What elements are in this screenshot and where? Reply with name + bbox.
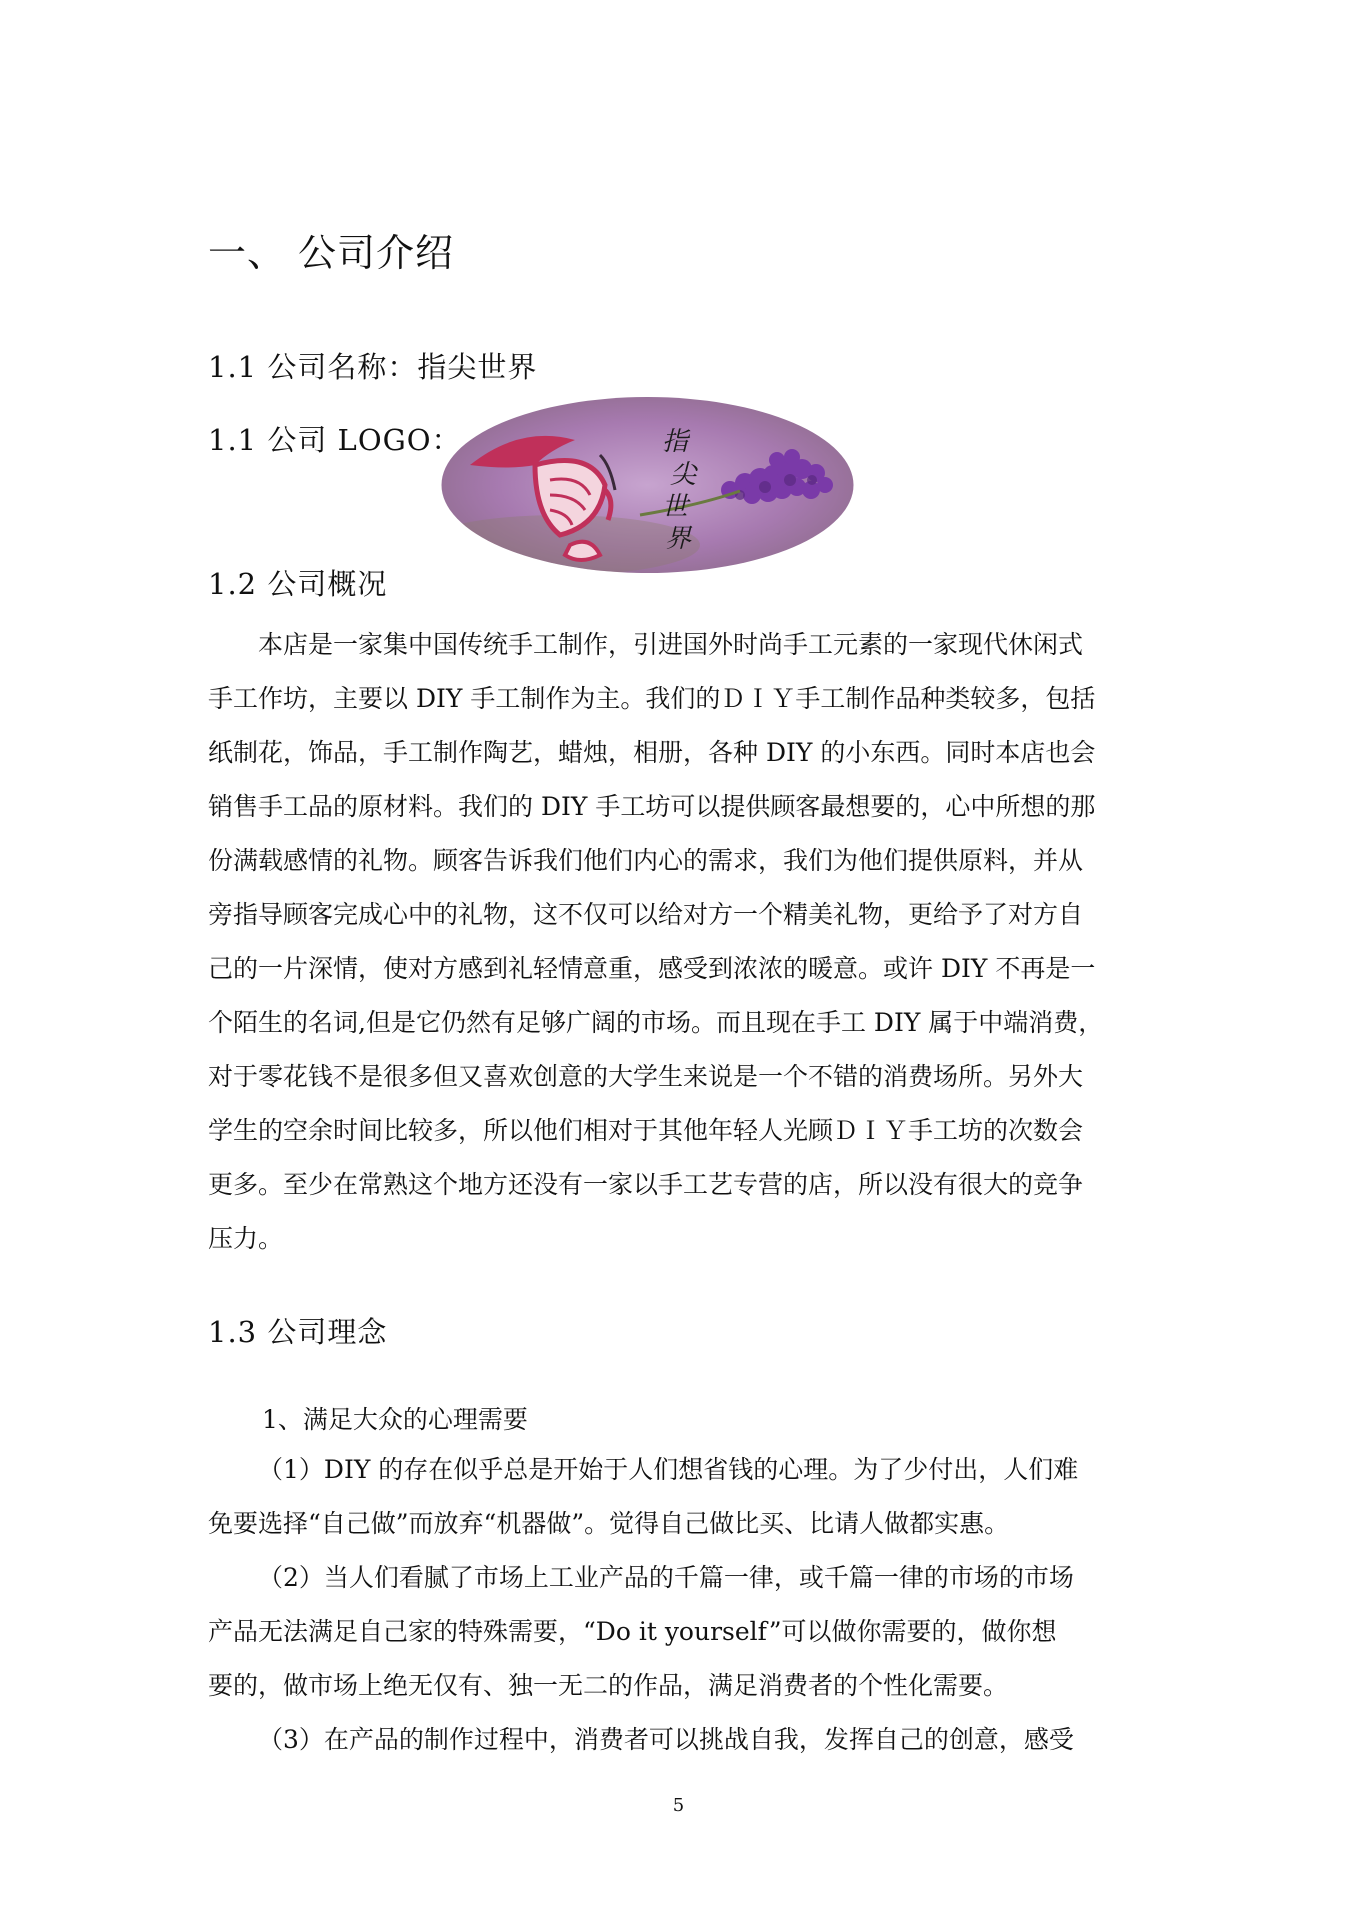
overview-line: 销售手工品的原材料。我们的 DIY 手工坊可以提供顾客最想要的，心中所想的那 <box>208 792 1096 821</box>
philosophy-paragraph <box>208 1443 1163 1767</box>
philosophy-item: 1、满足大众的心理需要 <box>262 1405 528 1434</box>
logo-char-3: 世 <box>662 492 689 522</box>
logo-char-2: 尖 <box>670 460 697 490</box>
section-title: 公司介绍 <box>298 231 455 275</box>
overview-line: 更多。至少在常熟这个地方还没有一家以手工艺专营的店，所以没有很大的竞争 <box>208 1170 1084 1199</box>
philosophy-line: （3）在产品的制作过程中，消费者可以挑战自我，发挥自己的创意，感受 <box>258 1725 1074 1754</box>
page-number: 5 <box>672 1795 685 1816</box>
philosophy-line: 要的，做市场上绝无仅有、独一无二的作品，满足消费者的个性化需要。 <box>208 1671 1009 1700</box>
overview-heading: 1.2 公司概况 <box>208 567 388 601</box>
company-logo <box>440 395 855 575</box>
philosophy-line: 产品无法满足自己家的特殊需要，“Do it yourself”可以做你需要的，做你想 <box>208 1617 1057 1646</box>
overview-line: 本店是一家集中国传统手工制作，引进国外时尚手工元素的一家现代休闲式 <box>258 630 1084 659</box>
logo-char-1: 指 <box>662 427 689 457</box>
overview-line: 手工作坊，主要以 DIY 手工制作为主。我们的ＤＩＹ手工制作品种类较多，包括 <box>208 684 1096 713</box>
logo-label: 1.1 公司 LOGO： <box>208 423 462 457</box>
overview-paragraph <box>208 618 1163 1266</box>
company-name-line: 1.1 公司名称：指尖世界 <box>208 350 538 384</box>
overview-line: 旁指导顾客完成心中的礼物，这不仅可以给对方一个精美礼物，更给予了对方自 <box>208 900 1084 929</box>
philosophy-line: （1）DIY 的存在似乎总是开始于人们想省钱的心理。为了少付出，人们难 <box>258 1455 1079 1484</box>
overview-line: 纸制花，饰品，手工制作陶艺，蜡烛，相册，各种 DIY 的小东西。同时本店也会 <box>208 738 1096 767</box>
logo-char-4: 界 <box>665 524 692 554</box>
overview-line: 己的一片深情，使对方感到礼轻情意重，感受到浓浓的暖意。或许 DIY 不再是一 <box>208 954 1096 983</box>
overview-line: 压力。 <box>208 1224 284 1253</box>
section-heading <box>208 222 454 277</box>
philosophy-line: （2）当人们看腻了市场上工业产品的千篇一律，或千篇一律的市场的市场 <box>258 1563 1074 1592</box>
overview-line: 学生的空余时间比较多，所以他们相对于其他年轻人光顾ＤＩＹ手工坊的次数会 <box>208 1116 1084 1145</box>
philosophy-heading: 1.3 公司理念 <box>208 1315 388 1349</box>
section-number: 一、 <box>208 231 287 275</box>
philosophy-line: 免要选择“自己做”而放弃“机器做”。觉得自己做比买、比请人做都实惠。 <box>208 1509 1010 1538</box>
overview-line: 份满载感情的礼物。顾客告诉我们他们内心的需求，我们为他们提供原料，并从 <box>208 846 1084 875</box>
overview-line: 个陌生的名词,但是它仍然有足够广阔的市场。而且现在手工 DIY 属于中端消费， <box>208 1008 1104 1037</box>
overview-line: 对于零花钱不是很多但又喜欢创意的大学生来说是一个不错的消费场所。另外大 <box>208 1062 1084 1091</box>
